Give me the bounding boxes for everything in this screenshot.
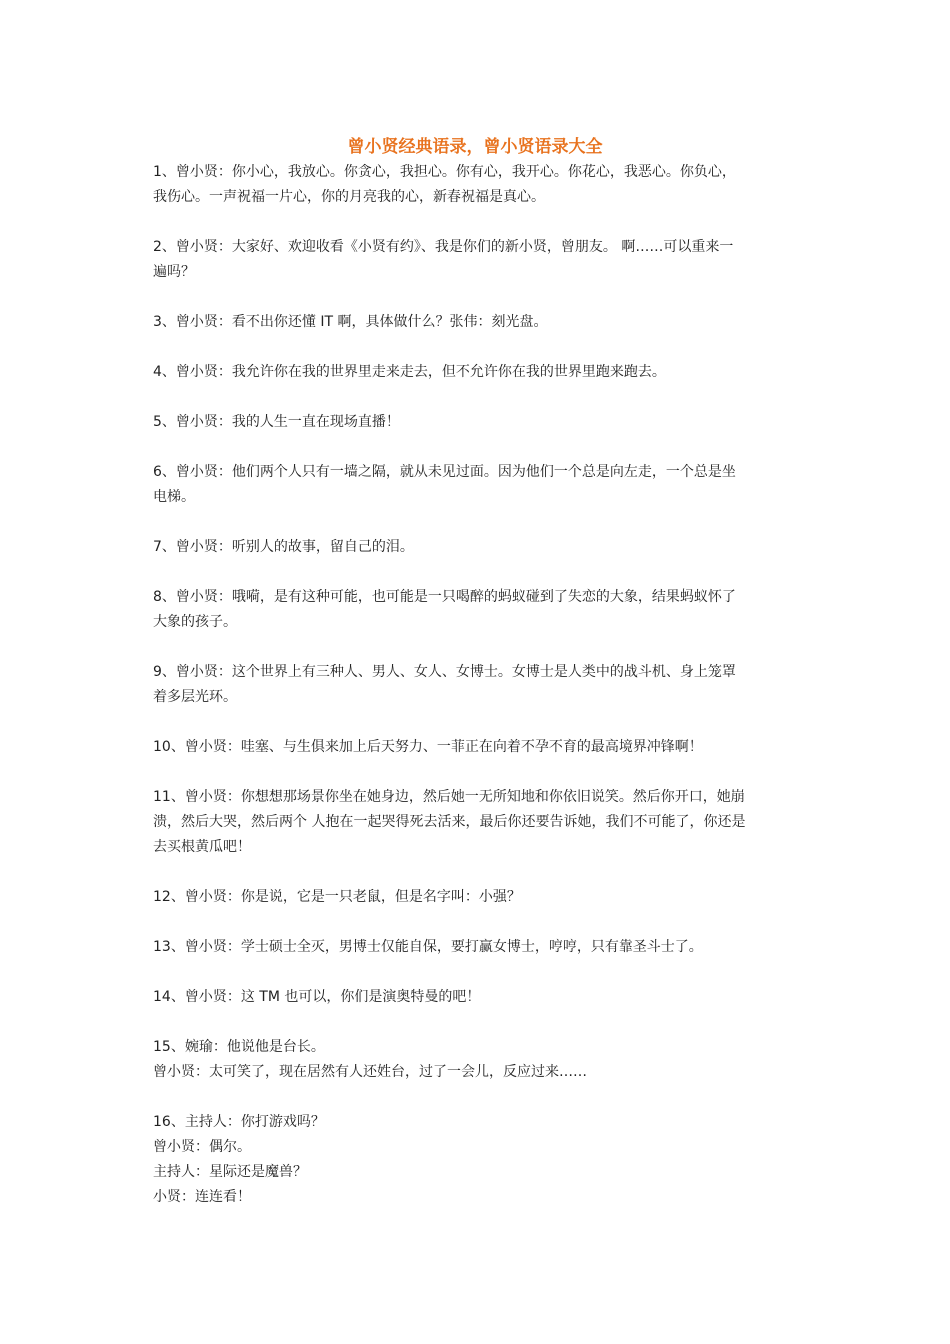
quote-line: 1、曾小贤：你小心，我放心。你贪心，我担心。你有心，我开心。你花心，我恶心。你负心， xyxy=(153,164,736,180)
quote-line: 曾小贤：太可笑了，现在居然有人还姓台，过了一会儿，反应过来…… xyxy=(153,1064,587,1080)
quote-line: 16、主持人：你打游戏吗？ xyxy=(153,1114,325,1130)
quote-line: 大象的孩子。 xyxy=(153,614,237,630)
quote-paragraph xyxy=(153,585,798,635)
quote-line: 溃，然后大哭，然后两个 人抱在一起哭得死去活来，最后你还要告诉她，我们不可能了，你还是 xyxy=(153,814,746,830)
quote-paragraph xyxy=(153,660,798,710)
quote-line: 9、曾小贤：这个世界上有三种人、男人、女人、女博士。女博士是人类中的战斗机、身上笼罩 xyxy=(153,664,736,680)
quote-line: 主持人：星际还是魔兽？ xyxy=(153,1164,307,1180)
quote-paragraph xyxy=(153,1035,798,1085)
document-body xyxy=(153,160,798,1235)
quote-line: 我伤心。一声祝福一片心，你的月亮我的心，新春祝福是真心。 xyxy=(153,189,545,205)
quote-line: 6、曾小贤：他们两个人只有一墙之隔，就从未见过面。因为他们一个总是向左走，一个总是坐 xyxy=(153,464,736,480)
quote-paragraph xyxy=(153,310,798,335)
page-title: 曾小贤经典语录，曾小贤语录大全 xyxy=(347,137,603,157)
quote-paragraph xyxy=(153,535,798,560)
quote-paragraph xyxy=(153,410,798,435)
quote-line: 4、曾小贤：我允许你在我的世界里走来走去，但不允许你在我的世界里跑来跑去。 xyxy=(153,364,666,380)
quote-line: 2、曾小贤：大家好、欢迎收看《小贤有约》、我是你们的新小贤，曾朋友。 啊……可以重来一 xyxy=(153,239,734,255)
quote-line: 3、曾小贤：看不出你还懂 IT 啊，具体做什么？张伟：刻光盘。 xyxy=(153,314,548,330)
quote-paragraph xyxy=(153,360,798,385)
quote-line: 着多层光环。 xyxy=(153,689,237,705)
quote-line: 去买根黄瓜吧！ xyxy=(153,839,251,855)
quote-line: 10、曾小贤：哇塞、与生俱来加上后天努力、一菲正在向着不孕不育的最高境界冲锋啊！ xyxy=(153,739,703,755)
quote-paragraph xyxy=(153,460,798,510)
quote-paragraph xyxy=(153,985,798,1010)
quote-paragraph xyxy=(153,785,798,860)
quote-line: 8、曾小贤：哦嗬，是有这种可能，也可能是一只喝醉的蚂蚁碰到了失恋的大象，结果蚂蚁怀了 xyxy=(153,589,736,605)
quote-line: 11、曾小贤：你想想那场景你坐在她身边，然后她一无所知地和你依旧说笑。然后你开口，她崩 xyxy=(153,789,745,805)
quote-line: 12、曾小贤：你是说，它是一只老鼠，但是名字叫：小强？ xyxy=(153,889,521,905)
quote-line: 14、曾小贤：这 TM 也可以，你们是演奥特曼的吧！ xyxy=(153,989,481,1005)
quote-line: 5、曾小贤：我的人生一直在现场直播！ xyxy=(153,414,400,430)
quote-line: 小贤：连连看！ xyxy=(153,1189,251,1205)
quote-line: 7、曾小贤：听别人的故事，留自己的泪。 xyxy=(153,539,414,555)
quote-paragraph xyxy=(153,885,798,910)
quote-paragraph xyxy=(153,160,798,210)
quote-line: 13、曾小贤：学士硕士全灭，男博士仅能自保，要打赢女博士，哼哼，只有靠圣斗士了。 xyxy=(153,939,703,955)
quote-line: 15、婉瑜：他说他是台长。 xyxy=(153,1039,325,1055)
quote-paragraph xyxy=(153,735,798,760)
quote-line: 遍吗？ xyxy=(153,264,195,280)
quote-paragraph xyxy=(153,235,798,285)
quote-line: 电梯。 xyxy=(153,489,195,505)
quote-paragraph xyxy=(153,1110,798,1210)
quote-paragraph xyxy=(153,935,798,960)
quote-line: 曾小贤：偶尔。 xyxy=(153,1139,251,1155)
